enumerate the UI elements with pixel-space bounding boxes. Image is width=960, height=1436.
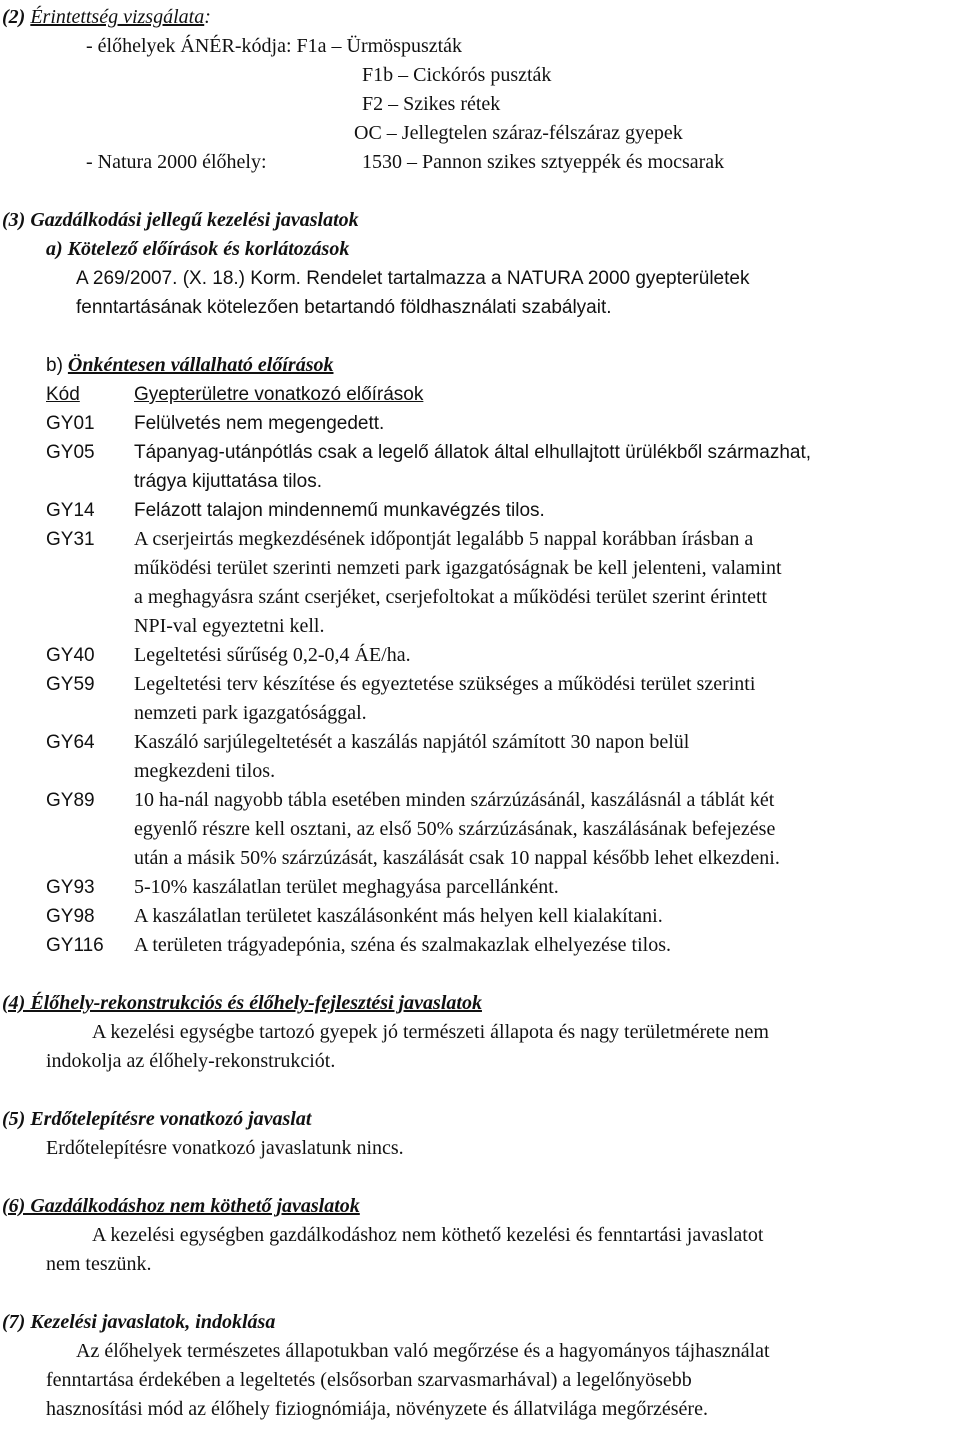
- section-2-colon: :: [204, 6, 211, 28]
- table-row-code: GY93: [46, 877, 95, 898]
- table-row-code: GY40: [46, 645, 95, 666]
- section-2-title: Érintettség vizsgálata: [30, 6, 205, 28]
- natura-label: - Natura 2000 élőhely:: [86, 151, 267, 173]
- section-4-text-line: indokolja az élőhely-rekonstrukciót.: [46, 1050, 336, 1072]
- section-2-number: (2): [2, 6, 26, 28]
- table-row-text: Kaszáló sarjúlegeltetését a kaszálás napjától számított 30 napon belül: [134, 731, 690, 753]
- table-row-text: nemzeti park igazgatósággal.: [134, 702, 367, 724]
- section-3-heading: (3) Gazdálkodási jellegű kezelési javaslatok: [2, 209, 359, 231]
- table-row-text: Legeltetési sűrűség 0,2-0,4 ÁE/ha.: [134, 644, 411, 666]
- section-3a-text-line: A 269/2007. (X. 18.) Korm. Rendelet tartalmazza a NATURA 2000 gyepterületek: [76, 268, 750, 289]
- table-row-code: GY89: [46, 790, 95, 811]
- table-row-code: GY64: [46, 732, 95, 753]
- table-row-text: megkezdeni tilos.: [134, 760, 276, 782]
- section-5-heading: (5) Erdőtelepítésre vonatkozó javaslat: [2, 1108, 312, 1130]
- section-4-text-line: A kezelési egységbe tartozó gyepek jó természeti állapota és nagy területmérete nem: [92, 1021, 769, 1043]
- table-row-text: Tápanyag-utánpótlás csak a legelő állatok által elhullajtott ürülékből származhat,: [134, 442, 812, 463]
- aner-code-item: OC – Jellegtelen száraz-félszáraz gyepek: [354, 122, 683, 144]
- section-3a-heading: a) Kötelező előírások és korlátozások: [46, 238, 350, 260]
- table-row-text: A cserjeirtás megkezdésének időpontját legalább 5 nappal korábban írásban a: [134, 528, 754, 550]
- section-6-text-line: nem teszünk.: [46, 1253, 152, 1275]
- table-row-text: A területen trágyadepónia, széna és szalmakazlak elhelyezése tilos.: [134, 934, 671, 956]
- table-row-code: GY116: [46, 935, 104, 956]
- table-row-text: működési terület szerinti nemzeti park igazgatóságnak be kell jelenteni, valamint: [134, 557, 782, 579]
- section-7-heading: (7) Kezelési javaslatok, indoklása: [2, 1311, 276, 1333]
- table-row-text: Felülvetés nem megengedett.: [134, 413, 385, 434]
- aner-code-item: F1b – Cickórós puszták: [362, 64, 552, 86]
- table-row-code: GY98: [46, 906, 95, 927]
- table-header-code: Kód: [46, 384, 80, 405]
- aner-code-item: F2 – Szikes rétek: [362, 93, 501, 115]
- table-row-text: 10 ha-nál nagyobb tábla esetében minden szárzúzásánál, kaszálásnál a táblát két: [134, 789, 775, 811]
- section-6-text-line: A kezelési egységben gazdálkodáshoz nem köthető kezelési és fenntartási javaslatot: [92, 1224, 764, 1246]
- table-row-code: GY05: [46, 442, 95, 463]
- table-row-text: Legeltetési terv készítése és egyeztetése szükséges a működési terület szerinti: [134, 673, 756, 695]
- aner-codes-line: - élőhelyek ÁNÉR-kódja: F1a – Ürmöspuszták: [86, 35, 463, 57]
- table-row-text: trágya kijuttatása tilos.: [134, 471, 322, 492]
- table-row-text: Felázott talajon mindennemű munkavégzés tilos.: [134, 500, 545, 521]
- section-3b-title: Önkéntesen vállalható előírások: [67, 354, 334, 376]
- table-row-text: után a másik 50% szárzúzását, kaszálását csak 10 nappal később lehet elkezdeni.: [134, 847, 780, 869]
- natura-value: 1530 – Pannon szikes sztyeppék és mocsarak: [362, 151, 725, 173]
- table-row-text: 5-10% kaszálatlan terület meghagyása parcellánként.: [134, 876, 559, 898]
- section-3b-heading: [46, 351, 333, 380]
- table-row-text: egyenlő részre kell osztani, az első 50% szárzúzásának, kaszálásának befejezése: [134, 818, 776, 840]
- table-row-text: A kaszálatlan területet kaszálásonként más helyen kell kialakítani.: [134, 905, 663, 927]
- section-5-text-line: Erdőtelepítésre vonatkozó javaslatunk nincs.: [46, 1137, 404, 1159]
- section-7-text-line: fenntartása érdekében a legeltetés (elsősorban szarvasmarhával) a legelőnyösebb: [46, 1369, 692, 1391]
- section-4-heading: (4) Élőhely-rekonstrukciós és élőhely-fejlesztési javaslatok: [2, 992, 482, 1014]
- table-row-code: GY59: [46, 674, 95, 695]
- table-row-text: NPI-val egyeztetni kell.: [134, 615, 325, 637]
- table-header-desc: Gyepterületre vonatkozó előírások: [134, 384, 424, 405]
- section-3b-prefix: b): [46, 355, 63, 376]
- table-row-code: GY01: [46, 413, 95, 434]
- section-2-heading: [2, 3, 211, 32]
- section-7-text-line: hasznosítási mód az élőhely fiziognómiája, növényzete és állatvilága megőrzésére.: [46, 1398, 708, 1420]
- section-6-heading: (6) Gazdálkodáshoz nem köthető javaslatok: [2, 1195, 360, 1217]
- table-row-code: GY31: [46, 529, 95, 550]
- section-7-text-line: Az élőhelyek természetes állapotukban való megőrzése és a hagyományos tájhasználat: [76, 1340, 770, 1362]
- table-row-code: GY14: [46, 500, 95, 521]
- section-3a-text-line: fenntartásának kötelezően betartandó földhasználati szabályait.: [76, 297, 612, 318]
- table-row-text: a meghagyásra szánt cserjéket, cserjefoltokat a működési terület szerint érintett: [134, 586, 768, 608]
